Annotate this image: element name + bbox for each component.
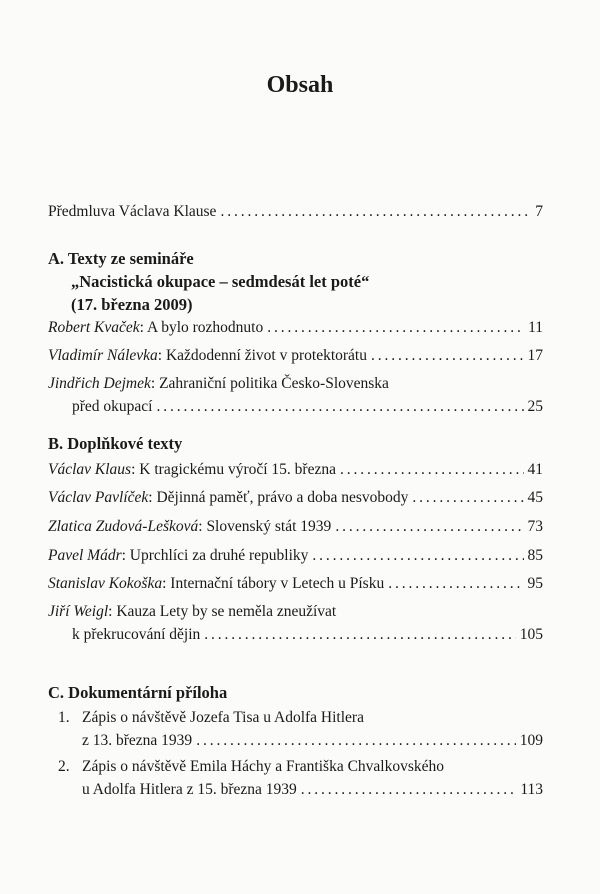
entry-author: Jindřich Dejmek (48, 375, 151, 392)
entry-title-cont: k překrucování dějin (72, 626, 201, 643)
page-number: 7 (535, 203, 543, 220)
entry-author: Jiří Weigl (48, 603, 109, 620)
section-b-heading: B. Doplňkové texty (48, 434, 183, 453)
entry-author: Zlatica Zudová-Lešková (48, 518, 199, 535)
page-number: 73 (527, 518, 543, 535)
dot-leader (340, 460, 524, 480)
entry-title: Dějinná paměť, právo a doba nesvobody (156, 489, 409, 506)
dot-leader (267, 318, 524, 338)
toc-entry-line1[interactable] (58, 708, 543, 728)
page-number: 17 (527, 347, 543, 364)
toc-entry[interactable]: Václav Klaus: K tragickému výročí 15. března . . . 41 (48, 460, 543, 480)
entry-author: Václav Pavlíček (48, 489, 149, 506)
entry-title: K tragickému výročí 15. března (139, 461, 336, 478)
dot-leader (412, 488, 523, 508)
entry-title: Zápis o návštěvě Jozefa Tisa u Adolfa Hitlera (82, 709, 364, 726)
dot-leader (335, 517, 523, 537)
entry-title: Každodenní život v protektorátu (165, 347, 367, 364)
entry-title: Kauza Lety by se neměla zneužívat (116, 603, 337, 620)
toc-entry-preface[interactable] (48, 202, 543, 222)
dot-leader (312, 546, 523, 566)
page-number: 41 (527, 461, 543, 478)
dot-leader (388, 574, 523, 594)
toc-entry-line1[interactable]: Jiří Weigl: Kauza Lety by se neměla zneužívat (48, 603, 337, 620)
section-a-date: (17. března 2009) (71, 295, 193, 314)
section-a-subtitle: „Nacistická okupace – sedmdesát let poté“ (71, 272, 370, 291)
dot-leader (156, 397, 523, 417)
entry-author: Vladimír Nálevka (48, 347, 158, 364)
page-number: 95 (527, 575, 543, 592)
page-title: Obsah (266, 72, 334, 98)
toc-entry-line2[interactable] (72, 397, 543, 417)
toc-entry-line2[interactable] (82, 780, 543, 800)
toc-entry-line1[interactable]: Jindřich Dejmek: Zahraniční politika Česko-Slovenska (48, 375, 389, 392)
toc-entry[interactable]: Stanislav Kokoška: Internační tábory v Letech u Písku . . . 95 (48, 574, 543, 594)
entry-author: Robert Kvaček (48, 319, 140, 336)
entry-author: Pavel Mádr (48, 547, 122, 564)
entry-title: Zahraniční politika Česko-Slovenska (159, 375, 389, 392)
entry-title: Uprchlíci za druhé republiky (129, 547, 309, 564)
entry-title: Internační tábory v Letech u Písku (170, 575, 385, 592)
entry-title: Slovenský stát 1939 (206, 518, 332, 535)
dot-leader (196, 731, 516, 751)
entry-author: Stanislav Kokoška (48, 575, 163, 592)
section-a-title: A. Texty ze semináře (48, 249, 194, 268)
entry-title: A bylo rozhodnuto (147, 319, 264, 336)
section-a-heading (48, 247, 369, 316)
page-number: 45 (527, 489, 543, 506)
toc-entry[interactable]: Pavel Mádr: Uprchlíci za druhé republiky . . . 85 (48, 546, 543, 566)
toc-entry-line2[interactable] (72, 625, 543, 645)
page-number: 85 (527, 547, 543, 564)
entry-title-cont: u Adolfa Hitlera z 15. března 1939 (82, 781, 297, 798)
entry-number: 2. (58, 758, 70, 775)
toc-entry-line1[interactable] (58, 757, 543, 777)
section-c-heading: C. Dokumentární příloha (48, 683, 228, 702)
page-number: 25 (527, 398, 543, 415)
toc-entry[interactable]: Zlatica Zudová-Lešková: Slovenský stát 1939 . . . 73 (48, 517, 543, 537)
entry-title: Zápis o návštěvě Emila Háchy a Františka Chvalkovského (82, 758, 445, 775)
dot-leader (371, 346, 524, 366)
toc-entry[interactable]: Robert Kvaček: A bylo rozhodnuto . . . 11 (48, 318, 543, 338)
entry-title-cont: z 13. března 1939 (82, 732, 193, 749)
toc-entry[interactable]: Václav Pavlíček: Dějinná paměť, právo a doba nesvobody . . . 45 (48, 488, 543, 508)
dot-leader (301, 780, 517, 800)
page-number: 105 (519, 626, 543, 643)
page-number: 113 (520, 781, 543, 798)
page-number: 109 (519, 732, 543, 749)
entry-author: Václav Klaus (48, 461, 132, 478)
toc-entry[interactable]: Vladimír Nálevka: Každodenní život v protektorátu . . . 17 (48, 346, 543, 366)
toc-entry-line2[interactable] (82, 731, 543, 751)
dot-leader (204, 625, 515, 645)
entry-title: Předmluva Václava Klause (48, 203, 217, 220)
page-number: 11 (528, 319, 543, 336)
dot-leader (220, 202, 531, 222)
entry-title-cont: před okupací (72, 398, 153, 415)
entry-number: 1. (58, 709, 70, 726)
